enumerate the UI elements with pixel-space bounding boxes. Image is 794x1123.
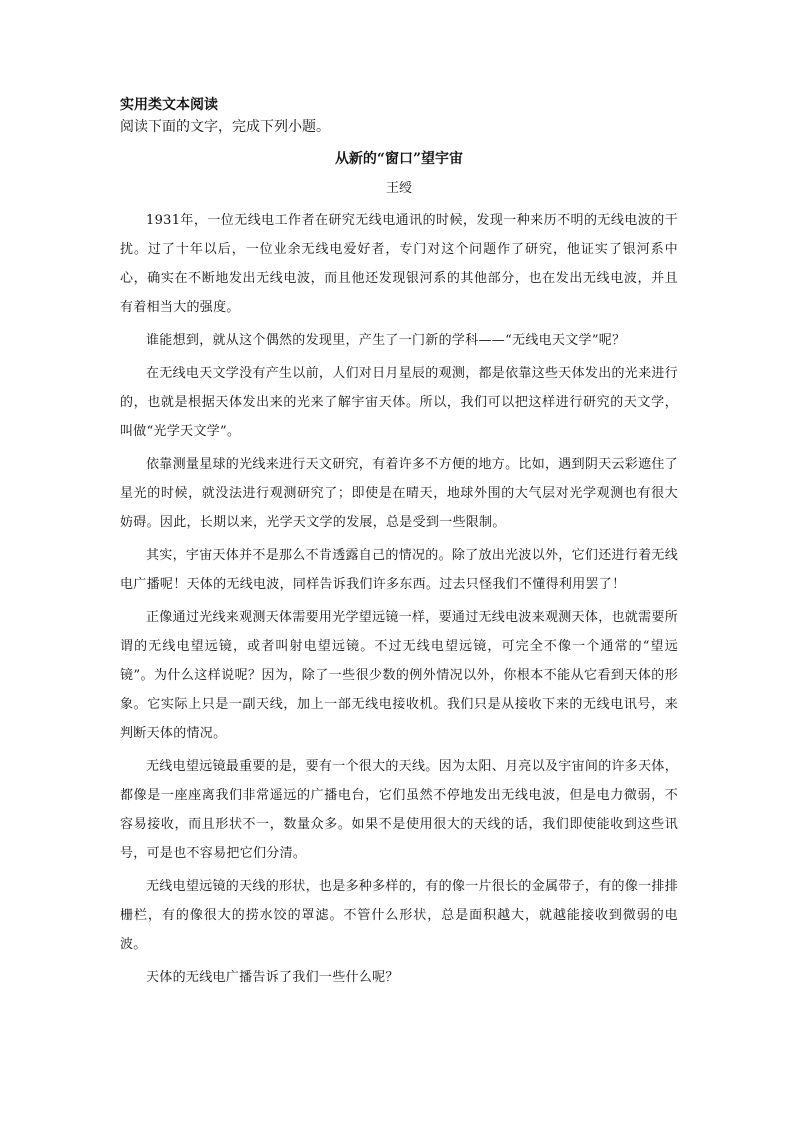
reading-instruction: 阅读下面的文字，完成下列小题。 [120, 119, 330, 135]
paragraph-2: 谁能想到，就从这个偶然的发现里，产生了一门新的学科——“无线电天文学”呢？ [146, 333, 626, 348]
article-title: 从新的“窗口”望宇宙 [334, 151, 464, 167]
paragraph-1: 1931年，一位无线电工作者在研究无线电通讯的时候，发现一种来历不明的无线电波的干扰。过了十年以后，一位业余无线电爱好者，专门对这个问题作了研究，他证实了银河系中心，确实在不断地发出无线电波，而且他还发现银河系的其他部分，也在发出无线电波，并且有着相当大的强度。 [120, 213, 678, 315]
paragraph-4: 依靠测量星球的光线来进行天文研究，有着许多不方便的地方。比如，遇到阴天云彩遮住了星光的时候，就没法进行观测研究了；即使是在晴天，地球外围的大气层对光学观测也有很大妨碍。因此，长期以来，光学天文学的发展，总是受到一些限制。 [120, 457, 679, 530]
paragraph-6: 正像通过光线来观测天体需要用光学望远镜一样，要通过无线电波来观测天体，也就需要所谓的无线电望远镜，或者叫射电望远镜。不过无线电望远镜，可完全不像一个通常的“望远镜”。为什么这样说呢？因为，除了一些很少数的例外情况以外，你根本不能从它看到天体的形象。它实际上只是一副天线，加上一部无线电接收机。我们只是从接收下来的无线电讯号，来判断天体的情况。 [120, 610, 679, 741]
section-title: 实用类文本阅读 [120, 97, 218, 113]
paragraph-7: 无线电望远镜最重要的是，要有一个很大的天线。因为太阳、月亮以及宇宙间的许多天体，都像是一座座离我们非常遥远的广播电台，它们虽然不停地发出无线电波，但是电力微弱，不容易接收，而且形状不一，数量众多。如果不是使用很大的天线的话，我们即使能收到这些讯号，可是也不容易把它们分清。 [120, 759, 679, 861]
paragraph-3: 在无线电天文学没有产生以前，人们对日月星辰的观测，都是依靠这些天体发出的光来进行的，也就是根据天体发出来的光来了解宇宙天体。所以，我们可以把这样进行研究的天文学，叫做“光学天文学”。 [120, 366, 679, 439]
article-author: 王绶 [385, 181, 412, 196]
paragraph-5: 其实，宇宙天体并不是那么不肯透露自己的情况的。除了放出光波以外，它们还进行着无线电广播呢！天体的无线电波，同样告诉我们许多东西。过去只怪我们不懂得利用罢了！ [120, 548, 679, 592]
document-content [120, 94, 678, 996]
paragraph-8: 无线电望远镜的天线的形状，也是多种多样的，有的像一片很长的金属带子，有的像一排排栅栏，有的像很大的捞水饺的罩滤。不管什么形状，总是面积越大，就越能接收到微弱的电波。 [120, 879, 679, 952]
paragraph-9: 天体的无线电广播告诉了我们一些什么呢？ [146, 970, 399, 985]
